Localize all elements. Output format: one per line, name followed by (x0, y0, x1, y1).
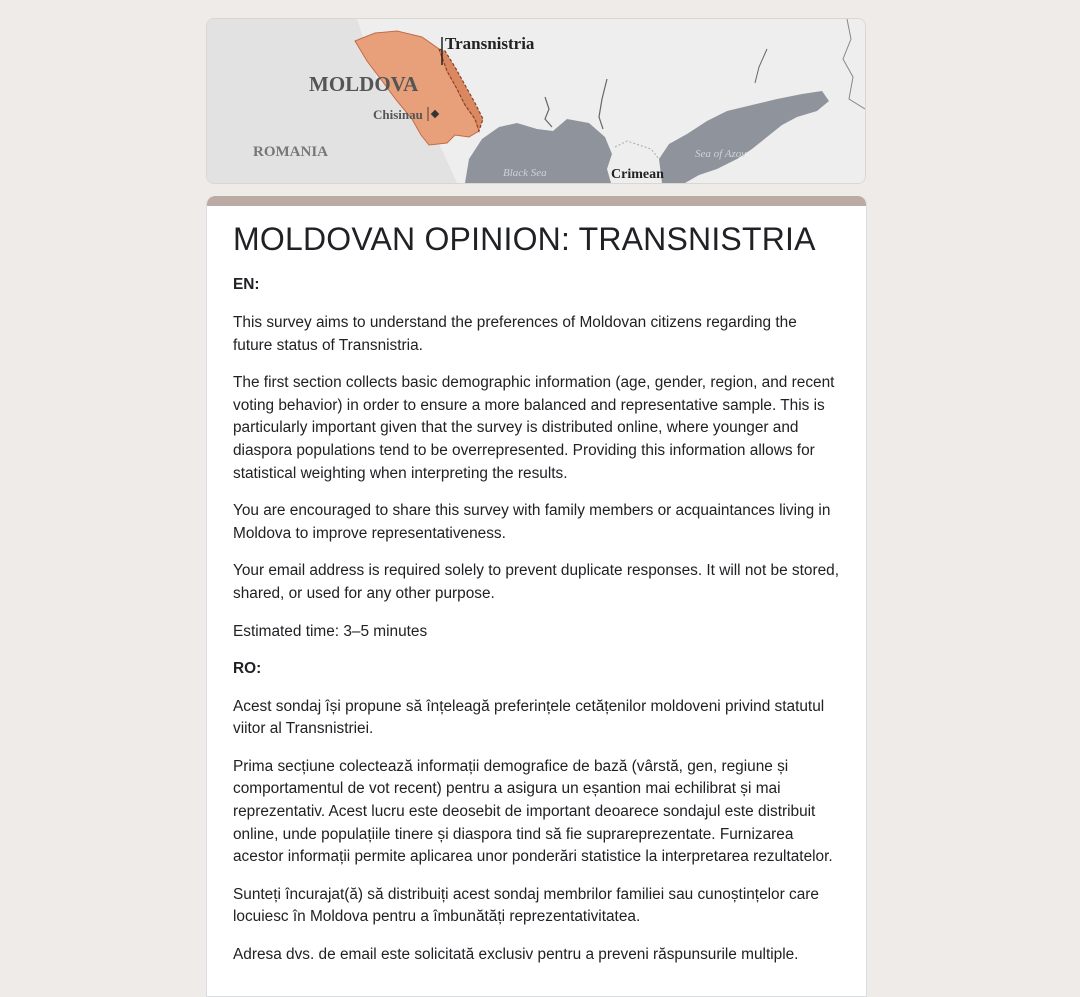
form-description (233, 274, 840, 966)
form-header-card (206, 196, 867, 997)
ro-paragraph-1: Acest sondaj își propune să înțeleagă preferințele cetățenilor moldoveni privind statutul viitor al Transnistriei. (233, 697, 825, 738)
label-moldova: MOLDOVA (309, 72, 419, 96)
ro-heading: RO: (233, 660, 262, 678)
label-transnistria: Transnistria (445, 34, 535, 53)
en-paragraph-4: Your email address is required solely to prevent duplicate responses. It will not be stored, shared, or used for any other purpose. (233, 562, 839, 602)
header-map-image (206, 18, 866, 184)
en-paragraph-1: This survey aims to understand the preferences of Moldovan citizens regarding the future status of Transnistria. (233, 313, 797, 354)
en-paragraph-5: Estimated time: 3–5 minutes (233, 622, 428, 640)
label-sea-of-azov: Sea of Azov (695, 148, 747, 160)
ro-paragraph-2: Prima secțiune colectează informații demografice de bază (vârstă, gen, regiune și comportamentul de vot recent) pentru a asigura un eșantion mai echilibrat și mai reprezentativ. Acest lucru este deosebit de important deoarece sondajul este distribuit online, unde populațiile tinere și diaspora tind să fie suprareprezentate. Furnizarea acestor informații permite aplicarea unor ponderări statistice la interpretarea rezultatelor. (233, 757, 833, 866)
en-paragraph-3: You are encouraged to share this survey with family members or acquaintances living in Moldova to improve representativeness. (233, 502, 831, 542)
accent-bar (207, 196, 866, 206)
label-chisinau: Chisinau (373, 107, 423, 122)
en-heading: EN: (233, 276, 260, 294)
label-black-sea: Black Sea (503, 167, 547, 179)
form-title: MOLDOVAN OPINION: TRANSNISTRIA (233, 221, 816, 257)
en-paragraph-2: The first section collects basic demographic information (age, gender, region, and recent voting behavior) in order to ensure a more balanced and representative sample. This is particularly important given that the survey is distributed online, where younger and diaspora populations tend to be overrepresented. Providing this information allows for statistical weighting when interpreting the results. (233, 374, 835, 482)
label-crimean: Crimean (611, 167, 664, 182)
ro-paragraph-4: Adresa dvs. de email este solicitată exclusiv pentru a preveni răspunsurile multiple. (233, 946, 799, 964)
map-graphic (207, 19, 865, 183)
ro-paragraph-3: Sunteți încurajat(ă) să distribuiți acest sondaj membrilor familiei sau cunoștințelor care locuiesc în Moldova pentru a îmbunătăți reprezentativitatea. (233, 885, 819, 926)
label-romania: ROMANIA (253, 144, 328, 160)
